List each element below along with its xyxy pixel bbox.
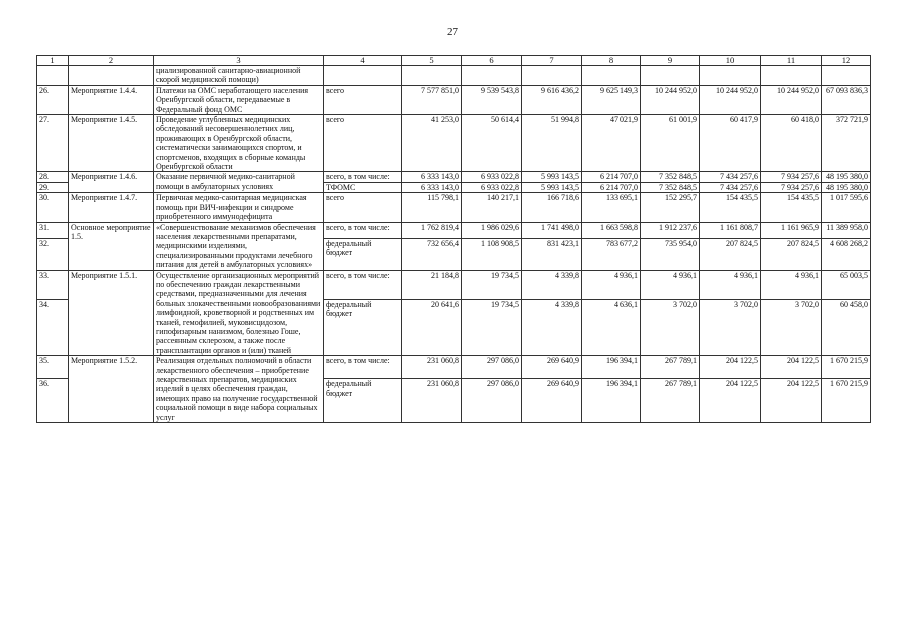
amount-cell: 3 702,0 xyxy=(761,300,822,356)
amount-cell: 6 333 143,0 xyxy=(402,172,462,182)
funding-source: всего, в том числе: xyxy=(324,270,402,299)
amount-cell: 231 060,8 xyxy=(402,379,462,423)
amount-cell: 1 912 237,6 xyxy=(641,222,700,239)
amount-cell: 4 936,1 xyxy=(582,270,641,299)
amount-cell: 166 718,6 xyxy=(522,193,582,222)
amount-cell: 267 789,1 xyxy=(641,356,700,379)
amount-cell: 4 608 268,2 xyxy=(822,239,871,271)
amount-cell: 47 021,9 xyxy=(582,115,641,172)
column-header: 1 xyxy=(37,56,69,66)
amount-cell: 231 060,8 xyxy=(402,356,462,379)
amount-cell: 7 934 257,6 xyxy=(761,182,822,192)
row-number: 27. xyxy=(37,115,69,172)
amount-cell: 204 122,5 xyxy=(761,379,822,423)
event-description: Осуществление организационных мероприятий по обеспечению граждан лекарственными средствами, предназначенными для лечения больных злокачественными новообразованиями лимфоидной, кроветворной и родственных им тканей, гемофилией, муковисцидозом, гипофизарным нанизмом, болезнью Гоше, рассеянным склерозом, а также после трансплантации органов и (или) тканей xyxy=(154,270,324,356)
amount-cell: 1 663 598,8 xyxy=(582,222,641,239)
column-header: 10 xyxy=(700,56,761,66)
event-name: Мероприятие 1.5.1. xyxy=(69,270,154,356)
amount-cell: 783 677,2 xyxy=(582,239,641,271)
amount-cell: 267 789,1 xyxy=(641,379,700,423)
amount-cell: 19 734,5 xyxy=(462,270,522,299)
amount-cell: 67 093 836,3 xyxy=(822,85,871,114)
amount-cell: 10 244 952,0 xyxy=(700,85,761,114)
amount-cell: 11 389 958,0 xyxy=(822,222,871,239)
row-number: 35. xyxy=(37,356,69,379)
event-name: Мероприятие 1.4.4. xyxy=(69,85,154,114)
amount-cell: 4 936,1 xyxy=(761,270,822,299)
amount-cell: 4 636,1 xyxy=(582,300,641,356)
amount-cell: 6 933 022,8 xyxy=(462,172,522,182)
event-name: Мероприятие 1.5.2. xyxy=(69,356,154,423)
column-header: 11 xyxy=(761,56,822,66)
amount-cell: 6 214 707,0 xyxy=(582,172,641,182)
amount-cell: 7 934 257,6 xyxy=(761,172,822,182)
row-number: 31. xyxy=(37,222,69,239)
amount-cell: 1 161 965,9 xyxy=(761,222,822,239)
event-description: Реализация отдельных полномочий в области лекарственного обеспечения – приобретение лекарственных препаратов, медицинских изделий в целях обеспечения граждан, имеющих право на получение государственной социальной помощи в виде набора социальных услуг xyxy=(154,356,324,423)
amount-cell: 154 435,5 xyxy=(761,193,822,222)
funding-source: ТФОМС xyxy=(324,182,402,192)
column-header: 8 xyxy=(582,56,641,66)
amount-cell: 297 086,0 xyxy=(462,356,522,379)
amount-cell: 297 086,0 xyxy=(462,379,522,423)
event-name: Мероприятие 1.4.7. xyxy=(69,193,154,222)
amount-cell: 1 670 215,9 xyxy=(822,356,871,379)
amount-cell: 5 993 143,5 xyxy=(522,182,582,192)
amount-cell: 10 244 952,0 xyxy=(641,85,700,114)
column-header: 12 xyxy=(822,56,871,66)
funding-source: всего xyxy=(324,193,402,222)
amount-cell: 1 670 215,9 xyxy=(822,379,871,423)
amount-cell: 6 333 143,0 xyxy=(402,182,462,192)
event-description: Оказание первичной медико-санитарной помощи в амбулаторных условиях xyxy=(154,172,324,193)
amount-cell: 115 798,1 xyxy=(402,193,462,222)
amount-cell: 4 339,8 xyxy=(522,270,582,299)
row-number: 29. xyxy=(37,182,69,192)
amount-cell: 269 640,9 xyxy=(522,379,582,423)
amount-cell: 207 824,5 xyxy=(700,239,761,271)
amount-cell: 4 339,8 xyxy=(522,300,582,356)
amount-cell: 372 721,9 xyxy=(822,115,871,172)
amount-cell: 4 936,1 xyxy=(700,270,761,299)
amount-cell: 65 003,5 xyxy=(822,270,871,299)
column-header: 3 xyxy=(154,56,324,66)
row-number: 28. xyxy=(37,172,69,182)
amount-cell: 204 122,5 xyxy=(700,356,761,379)
amount-cell: 196 394,1 xyxy=(582,356,641,379)
amount-cell: 1 762 819,4 xyxy=(402,222,462,239)
amount-cell: 51 994,8 xyxy=(522,115,582,172)
amount-cell: 60 418,0 xyxy=(761,115,822,172)
column-header: 5 xyxy=(402,56,462,66)
funding-source: всего xyxy=(324,115,402,172)
amount-cell: 269 640,9 xyxy=(522,356,582,379)
amount-cell: 61 001,9 xyxy=(641,115,700,172)
amount-cell: 732 656,4 xyxy=(402,239,462,271)
amount-cell: 5 993 143,5 xyxy=(522,172,582,182)
amount-cell: 7 434 257,6 xyxy=(700,172,761,182)
amount-cell: 60 417,9 xyxy=(700,115,761,172)
event-name: Мероприятие 1.4.6. xyxy=(69,172,154,193)
amount-cell: 7 352 848,5 xyxy=(641,172,700,182)
amount-cell: 60 458,0 xyxy=(822,300,871,356)
funding-source: всего xyxy=(324,85,402,114)
column-header: 7 xyxy=(522,56,582,66)
event-description: Проведение углубленных медицинских обследований несовершеннолетних лиц, проживающих в Оренбургской области, систематически занимающихся спортом, и спортсменов, входящих в сборные команды Оренбургской области xyxy=(154,115,324,172)
amount-cell: 207 824,5 xyxy=(761,239,822,271)
funding-source: всего, в том числе: xyxy=(324,356,402,379)
row-number: 34. xyxy=(37,300,69,356)
amount-cell: 6 933 022,8 xyxy=(462,182,522,192)
amount-cell: 4 936,1 xyxy=(641,270,700,299)
event-description: Первичная медико-санитарная медицинская помощь при ВИЧ-инфекции и синдроме приобретенного иммунодефицита xyxy=(154,193,324,222)
funding-source: всего, в том числе: xyxy=(324,222,402,239)
amount-cell: 20 641,6 xyxy=(402,300,462,356)
column-header: 9 xyxy=(641,56,700,66)
row-number: 26. xyxy=(37,85,69,114)
amount-cell: 735 954,0 xyxy=(641,239,700,271)
funding-source: федеральный бюджет xyxy=(324,379,402,423)
amount-cell: 204 122,5 xyxy=(761,356,822,379)
continuation-row xyxy=(37,66,871,86)
amount-cell: 196 394,1 xyxy=(582,379,641,423)
amount-cell: 152 295,7 xyxy=(641,193,700,222)
column-header: 4 xyxy=(324,56,402,66)
amount-cell: 7 352 848,5 xyxy=(641,182,700,192)
event-name: Основное мероприятие 1.5. xyxy=(69,222,154,270)
amount-cell: 1 741 498,0 xyxy=(522,222,582,239)
table-row xyxy=(37,115,871,172)
amount-cell: 204 122,5 xyxy=(700,379,761,423)
column-header: 2 xyxy=(69,56,154,66)
funding-source: федеральный бюджет xyxy=(324,239,402,271)
amount-cell: 133 695,1 xyxy=(582,193,641,222)
row-number: 32. xyxy=(37,239,69,271)
amount-cell: 50 614,4 xyxy=(462,115,522,172)
amount-cell: 140 217,1 xyxy=(462,193,522,222)
header-row xyxy=(37,56,871,66)
amount-cell: 48 195 380,0 xyxy=(822,182,871,192)
amount-cell: 3 702,0 xyxy=(641,300,700,356)
amount-cell: 10 244 952,0 xyxy=(761,85,822,114)
table-row xyxy=(37,270,871,299)
event-description: Платежи на ОМС неработающего населения Оренбургской области, передаваемые в Федеральный фонд ОМС xyxy=(154,85,324,114)
table-row xyxy=(37,172,871,182)
amount-cell: 154 435,5 xyxy=(700,193,761,222)
row-number: 33. xyxy=(37,270,69,299)
row-number: 30. xyxy=(37,193,69,222)
amount-cell: 9 616 436,2 xyxy=(522,85,582,114)
continuation-text: циализированной санитарно-авиационной скорой медицинской помощи) xyxy=(154,66,324,86)
table-row xyxy=(37,193,871,222)
amount-cell: 48 195 380,0 xyxy=(822,172,871,182)
amount-cell: 7 434 257,6 xyxy=(700,182,761,192)
funding-source: федеральный бюджет xyxy=(324,300,402,356)
table-body xyxy=(37,56,871,423)
row-number: 36. xyxy=(37,379,69,423)
table-row xyxy=(37,356,871,379)
amount-cell: 3 702,0 xyxy=(700,300,761,356)
page-number: 27 xyxy=(447,26,458,38)
amount-cell: 19 734,5 xyxy=(462,300,522,356)
column-header: 6 xyxy=(462,56,522,66)
budget-table xyxy=(36,55,871,423)
table-row xyxy=(37,85,871,114)
amount-cell: 1 986 029,6 xyxy=(462,222,522,239)
amount-cell: 7 577 851,0 xyxy=(402,85,462,114)
amount-cell: 831 423,1 xyxy=(522,239,582,271)
amount-cell: 9 625 149,3 xyxy=(582,85,641,114)
amount-cell: 9 539 543,8 xyxy=(462,85,522,114)
event-description: «Совершенствование механизмов обеспечения населения лекарственными препаратами, медицинскими изделиями, специализированными продуктами лечебного питания для детей в амбулаторных условиях» xyxy=(154,222,324,270)
amount-cell: 41 253,0 xyxy=(402,115,462,172)
event-name: Мероприятие 1.4.5. xyxy=(69,115,154,172)
amount-cell: 1 108 908,5 xyxy=(462,239,522,271)
amount-cell: 1 017 595,6 xyxy=(822,193,871,222)
amount-cell: 1 161 808,7 xyxy=(700,222,761,239)
table-row xyxy=(37,222,871,239)
amount-cell: 21 184,8 xyxy=(402,270,462,299)
amount-cell: 6 214 707,0 xyxy=(582,182,641,192)
funding-source: всего, в том числе: xyxy=(324,172,402,182)
